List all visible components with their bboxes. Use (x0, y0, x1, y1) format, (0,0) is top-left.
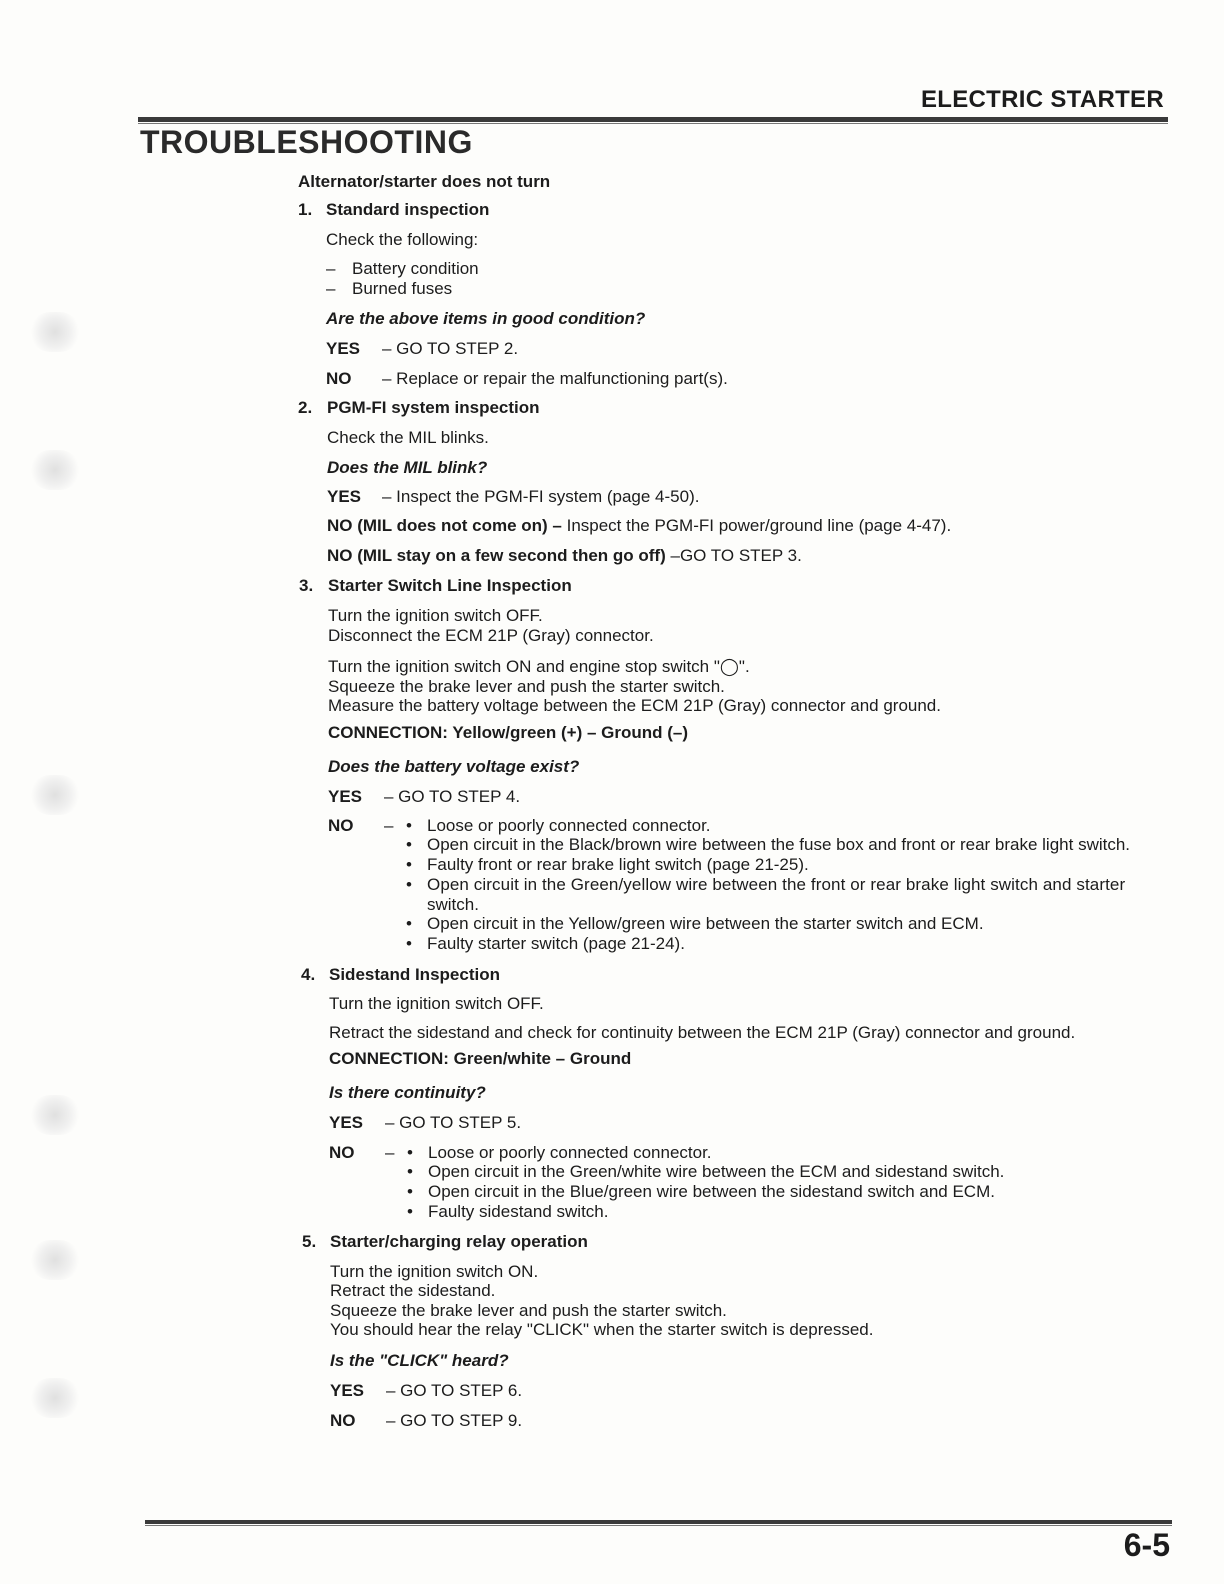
cause-item: Loose or poorly connected connector. (428, 1143, 712, 1162)
step-number: 1. (298, 200, 313, 219)
scan-artifact (30, 775, 80, 815)
cause-item: Faulty front or rear brake light switch (page 21-25). (427, 855, 809, 874)
step-text: Turn the ignition switch OFF. (329, 994, 544, 1013)
step-number: 5. (302, 1232, 317, 1251)
symptom-heading: Alternator/starter does not turn (298, 172, 551, 191)
step-title: Starter/charging relay operation (330, 1232, 588, 1251)
step-text: Turn the ignition switch ON and engine stop switch "◯". (328, 657, 750, 676)
connection-spec: CONNECTION: Green/white – Ground (329, 1049, 632, 1068)
no-text: – GO TO STEP 9. (386, 1411, 523, 1430)
step-text: Turn the ignition switch OFF. (328, 606, 543, 625)
step-text: Squeeze the brake lever and push the starter switch. (330, 1301, 727, 1320)
no-label: NO (MIL does not come on) – (327, 516, 562, 535)
yes-label: YES (327, 487, 362, 506)
step-question: Does the MIL blink? (327, 458, 488, 477)
step-text: Check the MIL blinks. (327, 428, 489, 447)
yes-text: – GO TO STEP 2. (382, 339, 519, 358)
page-number: 6-5 (1123, 1527, 1170, 1563)
step-number: 2. (298, 398, 313, 417)
section-title: TROUBLESHOOTING (140, 124, 473, 160)
no-text: – Replace or repair the malfunctioning part(s). (382, 369, 728, 388)
step-question: Is there continuity? (329, 1083, 486, 1102)
yes-label: YES (328, 787, 363, 806)
step-text: Turn the ignition switch ON. (330, 1262, 539, 1281)
step-text: Check the following: (326, 230, 479, 249)
yes-label: YES (330, 1381, 365, 1400)
bullet-dot: • (407, 1182, 413, 1201)
cause-item: Open circuit in the Green/yellow wire between the front or rear brake light switch and starter (427, 875, 1126, 894)
header-rule (138, 117, 1168, 122)
bullet-dot: • (406, 934, 412, 953)
no-label: NO (330, 1411, 356, 1430)
no-dash: – (384, 816, 394, 835)
cause-item: Faulty starter switch (page 21-24). (427, 934, 685, 953)
step-title: Sidestand Inspection (329, 965, 500, 984)
bullet-item: Burned fuses (352, 279, 453, 298)
bullet-dot: • (406, 914, 412, 933)
step-question: Is the "CLICK" heard? (330, 1351, 509, 1370)
yes-text: – GO TO STEP 6. (386, 1381, 523, 1400)
footer-rule (145, 1520, 1172, 1524)
bullet-dot: • (406, 875, 412, 894)
step-number: 3. (299, 576, 314, 595)
bullet-item: Battery condition (352, 259, 479, 278)
step-number: 4. (301, 965, 316, 984)
scan-artifact (30, 1240, 80, 1280)
cause-item: Open circuit in the Yellow/green wire between the starter switch and ECM. (427, 914, 984, 933)
bullet-dot: • (406, 835, 412, 854)
no-label: NO (329, 1143, 355, 1162)
bullet-dot: • (407, 1162, 413, 1181)
step-text: Squeeze the brake lever and push the starter switch. (328, 677, 725, 696)
no-label: NO (326, 369, 352, 388)
step-title: Standard inspection (326, 200, 490, 219)
bullet-dot: • (406, 855, 412, 874)
yes-text: – GO TO STEP 5. (385, 1113, 522, 1132)
no-line-2 (327, 546, 802, 566)
yes-label: YES (329, 1113, 364, 1132)
no-dash: – (385, 1143, 395, 1162)
scan-artifact (30, 1378, 80, 1418)
no-label: NO (MIL stay on a few second then go off) (327, 546, 666, 565)
cause-item-continued: switch. (427, 895, 479, 914)
bullet-dash: – (326, 259, 336, 278)
step-question: Are the above items in good condition? (326, 309, 646, 328)
step-title: PGM-FI system inspection (327, 398, 540, 417)
yes-text: – Inspect the PGM-FI system (page 4-50). (382, 487, 700, 506)
cause-item: Open circuit in the Blue/green wire between the sidestand switch and ECM. (428, 1182, 995, 1201)
step-text: You should hear the relay "CLICK" when the starter switch is depressed. (330, 1320, 874, 1339)
yes-text: – GO TO STEP 4. (384, 787, 521, 806)
chapter-title: ELECTRIC STARTER (920, 86, 1164, 113)
bullet-dot: • (406, 816, 412, 835)
bullet-dot: • (407, 1202, 413, 1221)
scan-artifact (30, 450, 80, 490)
cause-item: Open circuit in the Green/white wire between the ECM and sidestand switch. (428, 1162, 1005, 1181)
step-text: Measure the battery voltage between the ECM 21P (Gray) connector and ground. (328, 696, 941, 715)
cause-item: Faulty sidestand switch. (428, 1202, 609, 1221)
step-question: Does the battery voltage exist? (328, 757, 580, 776)
scan-artifact (30, 1095, 80, 1135)
yes-label: YES (326, 339, 361, 358)
step-text: Disconnect the ECM 21P (Gray) connector. (328, 626, 654, 645)
cause-item: Loose or poorly connected connector. (427, 816, 711, 835)
connection-spec: CONNECTION: Yellow/green (+) – Ground (–) (328, 723, 689, 742)
no-label: NO (328, 816, 354, 835)
footer-rule-thin (145, 1525, 1172, 1526)
no-line-1 (327, 516, 951, 536)
bullet-dot: • (407, 1143, 413, 1162)
no-text: –GO TO STEP 3. (665, 546, 802, 565)
step-text: Retract the sidestand and check for continuity between the ECM 21P (Gray) connector and ground. (329, 1023, 1076, 1042)
step-title: Starter Switch Line Inspection (328, 576, 572, 595)
cause-item: Open circuit in the Black/brown wire between the fuse box and front or rear brake light switch. (427, 835, 1131, 854)
scan-artifact (30, 312, 80, 352)
step-text: Retract the sidestand. (330, 1281, 496, 1300)
no-text: Inspect the PGM-FI power/ground line (page 4-47). (561, 516, 952, 535)
bullet-dash: – (326, 279, 336, 298)
